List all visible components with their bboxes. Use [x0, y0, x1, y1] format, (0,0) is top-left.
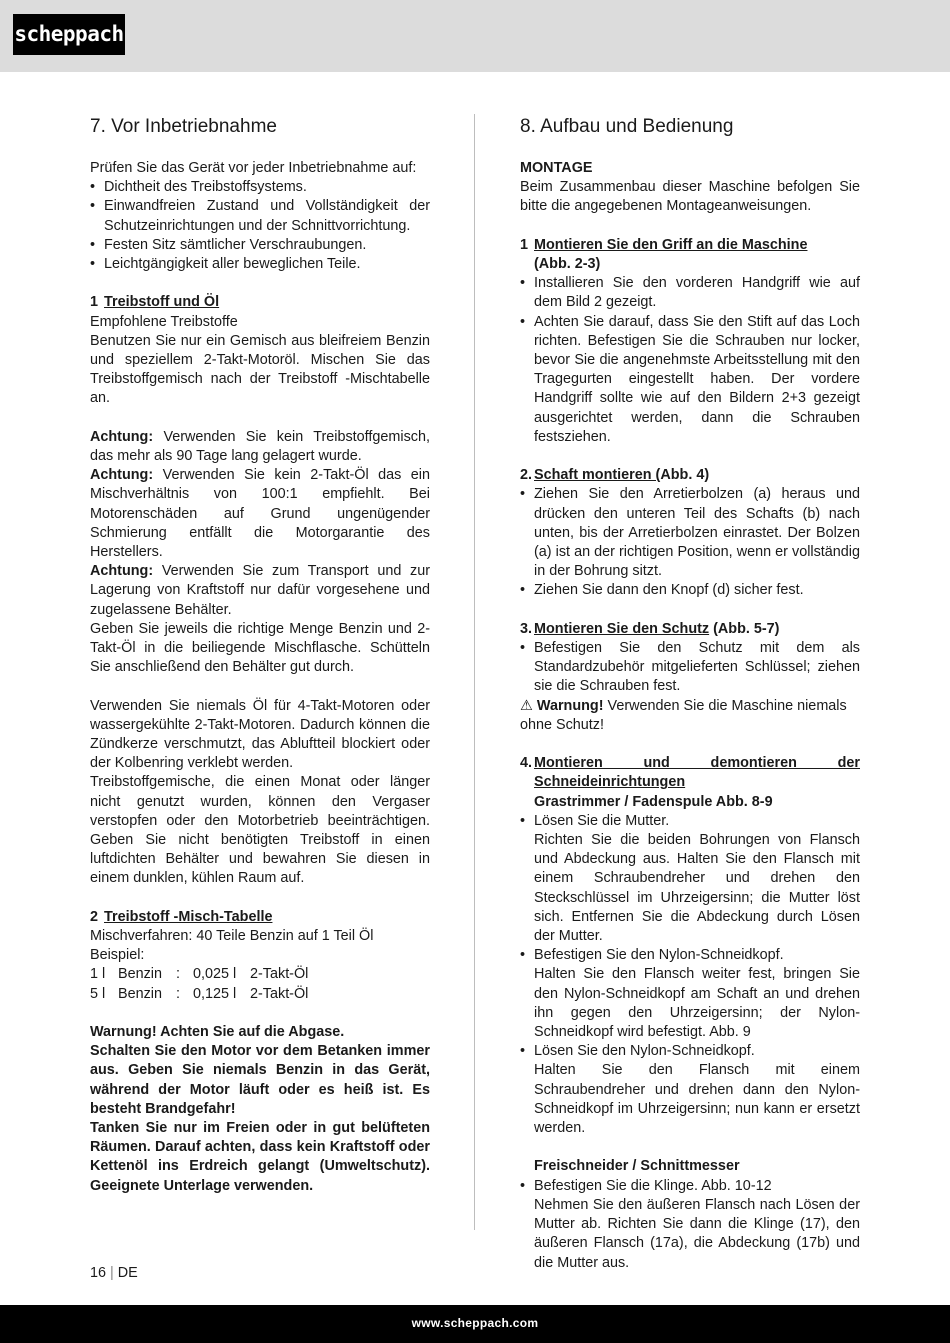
mixing-instructions: Geben Sie jeweils die richtige Menge Benzin und 2-Takt-Öl in die beiliegende Mischflasche. Schütteln Sie anschließend den Behälter gut durch. [90, 620, 430, 676]
inspection-item: • Einwandfreien Zustand und Vollständigkeit der Schutzeinrichtungen und der Schnittvorrichtung. [90, 197, 430, 235]
brushcutter-list [520, 1177, 860, 1273]
caution-oil-ratio: Achtung: Verwenden Sie kein 2-Takt-Öl das ein Mischverhältnis von 100:1 empfiehlt. Bei Motorenschäden auf Grund ungenügender Schmierung entfällt die Motorgarantie des Herstellers. [90, 467, 430, 561]
step2-item: • Ziehen Sie den Arretierbolzen (a) heraus und drücken den unteren Teil des Schafts (b) nach unten, bis der Arretierbolzen einrastet. Der Bolzen (a) ist an der richtigen Position, wenn er vollständig in der Bohrung sitzt. [520, 485, 860, 581]
trimmer-item: • Lösen Sie den Nylon-Schneidkopf. Halten Sie den Flansch mit einem Schraubendreher und drehen dann den Nylon-Schneidkopf im Uhrzeigersinn; nun kann er ersetzt werden. [520, 1042, 860, 1138]
fuel-oil-heading: 1 Treibstoff und Öl [90, 294, 220, 311]
step1-heading: 1 Montieren Sie den Griff an die Maschine (Abb. 2-3) [520, 236, 808, 272]
column-divider [474, 114, 475, 1230]
fuel-recommendation-sub: Empfohlene Treibstoffe [90, 313, 238, 330]
mix-table-heading: 2 Treibstoff -Misch-Tabelle [90, 908, 273, 925]
guard-warning: ⚠ Warnung! Verwenden Sie die Maschine niemals ohne Schutz! [520, 697, 847, 733]
step1-list [520, 274, 860, 447]
left-column [90, 114, 430, 1196]
section-8-title: 8. Aufbau und Bedienung [520, 116, 734, 137]
brand-logo: scheppach [13, 14, 125, 55]
footer-bar [0, 1305, 950, 1343]
caution-container: Achtung: Verwenden Sie zum Transport und zur Lagerung von Kraftstoff nur dafür vorgesehene und zugelassene Behälter. [90, 563, 431, 618]
trimmer-item: • Lösen Sie die Mutter. Richten Sie die beiden Bohrungen von Flansch und Abdeckung aus. Halten Sie den Flansch mit einem Schraubendreher und drehen den Steckschlüssel im Uhrzeigersinn; die Mutter löst sich. Entfernen Sie die Abdeckung durch Lösen der Mutter. [520, 812, 860, 946]
section-7-title: 7. Vor Inbetriebnahme [90, 116, 277, 137]
step3-item: • Befestigen Sie den Schutz mit dem als Standardzubehör mitgelieferten Schlüssel; ziehen sie die Schrauben fest. [520, 639, 860, 697]
storage-text: Treibstoffgemische, die einen Monat oder länger nicht genutzt wurden, können den Vergaser verstopfen oder den Motorbetrieb beeinträchtigen. Geben Sie nicht benötigten Treibstoff in einen luftdichten Behälter und bewahren Sie diesen in einem dunklen, kühlen Raum auf. [90, 774, 430, 887]
step2-list [520, 485, 860, 600]
mix-example-label: Beispiel: [90, 947, 145, 964]
step3-heading: 3. Montieren Sie den Schutz (Abb. 5-7) [520, 620, 780, 637]
trimmer-list [520, 812, 860, 1138]
inspection-item: • Dichtheit des Treibstoffsystems. [90, 178, 430, 197]
step1-item: • Achten Sie darauf, dass Sie den Stift auf das Loch richten. Befestigen Sie die Schrauben nur locker, bevor Sie die angenehmste Arbeitsstellung mit den Tragegurten eingestellt haben. Der vordere Handgriff sollte wie auf den Bildern 2+3 gezeigt ausgerichtet werden, dann die Schrauben festsziehen. [520, 313, 860, 447]
step2-heading: 2. Schaft montieren (Abb. 4) [520, 467, 710, 484]
mix-table-row: 1 l Benzin : 0,025 l 2-Takt-Öl [90, 966, 309, 983]
website-url: www.scheppach.com [411, 1316, 539, 1330]
right-column [520, 114, 860, 1273]
mix-method: Mischverfahren: 40 Teile Benzin auf 1 Teil Öl [90, 928, 374, 945]
trimmer-subheading: Grastrimmer / Fadenspule Abb. 8-9 [534, 793, 773, 810]
montage-intro: Beim Zusammenbau dieser Maschine befolgen Sie bitte die angegebenen Montageanweisungen. [520, 179, 860, 215]
oil-warning-text: Verwenden Sie niemals Öl für 4-Takt-Motoren oder wassergekühlte 2-Takt-Motoren. Dadurch können die Zündkerze verschmutzt, das Abluftteil blockiert oder der Kolbenring verklebt werden. [90, 697, 430, 772]
inspection-item: • Leichtgängigkeit aller beweglichen Teile. [90, 255, 430, 274]
header-bar [0, 0, 950, 72]
step2-item: • Ziehen Sie dann den Knopf (d) sicher fest. [520, 581, 860, 600]
trimmer-item: • Befestigen Sie den Nylon-Schneidkopf. Halten Sie den Flansch weiter fest, bringen Sie den Nylon-Schneidkopf am Schaft an und drehen ihn gegen den Uhrzeigersinn; der Nylon-Schneidkopf wird befestigt. Abb. 9 [520, 946, 860, 1042]
warning-icon: ⚠ Warnung! [520, 697, 604, 714]
inspection-item: • Festen Sitz sämtlicher Verschraubungen. [90, 236, 430, 255]
montage-label: MONTAGE [520, 160, 593, 176]
caution-storage: Achtung: Verwenden Sie kein Treibstoffgemisch, das mehr als 90 Tage lang gelagert wurde. [90, 428, 430, 465]
step3-list [520, 639, 860, 697]
mix-table-row: 5 l Benzin : 0,125 l 2-Takt-Öl [90, 985, 309, 1002]
inspection-intro: Prüfen Sie das Gerät vor jeder Inbetriebnahme auf: [90, 160, 417, 176]
brushcutter-subheading: Freischneider / Schnittmesser [534, 1158, 740, 1175]
inspection-list [90, 178, 430, 274]
exhaust-fire-warning: Warnung! Achten Sie auf die Abgase. Schalten Sie den Motor vor dem Betanken immer aus. Geben Sie niemals Benzin in das Gerät, während der Motor läuft oder es heiß ist. Es besteht Brandgefahr! Tanken Sie nur im Freien oder in gut belüfteten Räumen. Darauf achten, dass kein Kraftstoff oder Kettenöl ins Erdreich gelangt (Umweltschutz). Geeignete Unterlage verwenden. [90, 1024, 430, 1194]
brushcutter-item: • Befestigen Sie die Klinge. Abb. 10-12 Nehmen Sie den äußeren Flansch nach Lösen der Mutter ab. Richten Sie dann die Klinge (17), den äußeren Flansch (17a), die Abdeckung (17b) und die Mutter aus. [520, 1177, 860, 1273]
step4-heading: 4. Montieren und demontieren der Schneideinrichtungen [520, 755, 860, 791]
step1-item: • Installieren Sie den vorderen Handgriff wie auf dem Bild 2 gezeigt. [520, 274, 860, 312]
fuel-body: Benutzen Sie nur ein Gemisch aus bleifreiem Benzin und speziellem 2-Takt-Motoröl. Mischen Sie das Treibstoffgemisch nach der Treibstoff -Mischtabelle an. [90, 332, 430, 407]
page-number: 16 | DE [90, 1265, 138, 1281]
